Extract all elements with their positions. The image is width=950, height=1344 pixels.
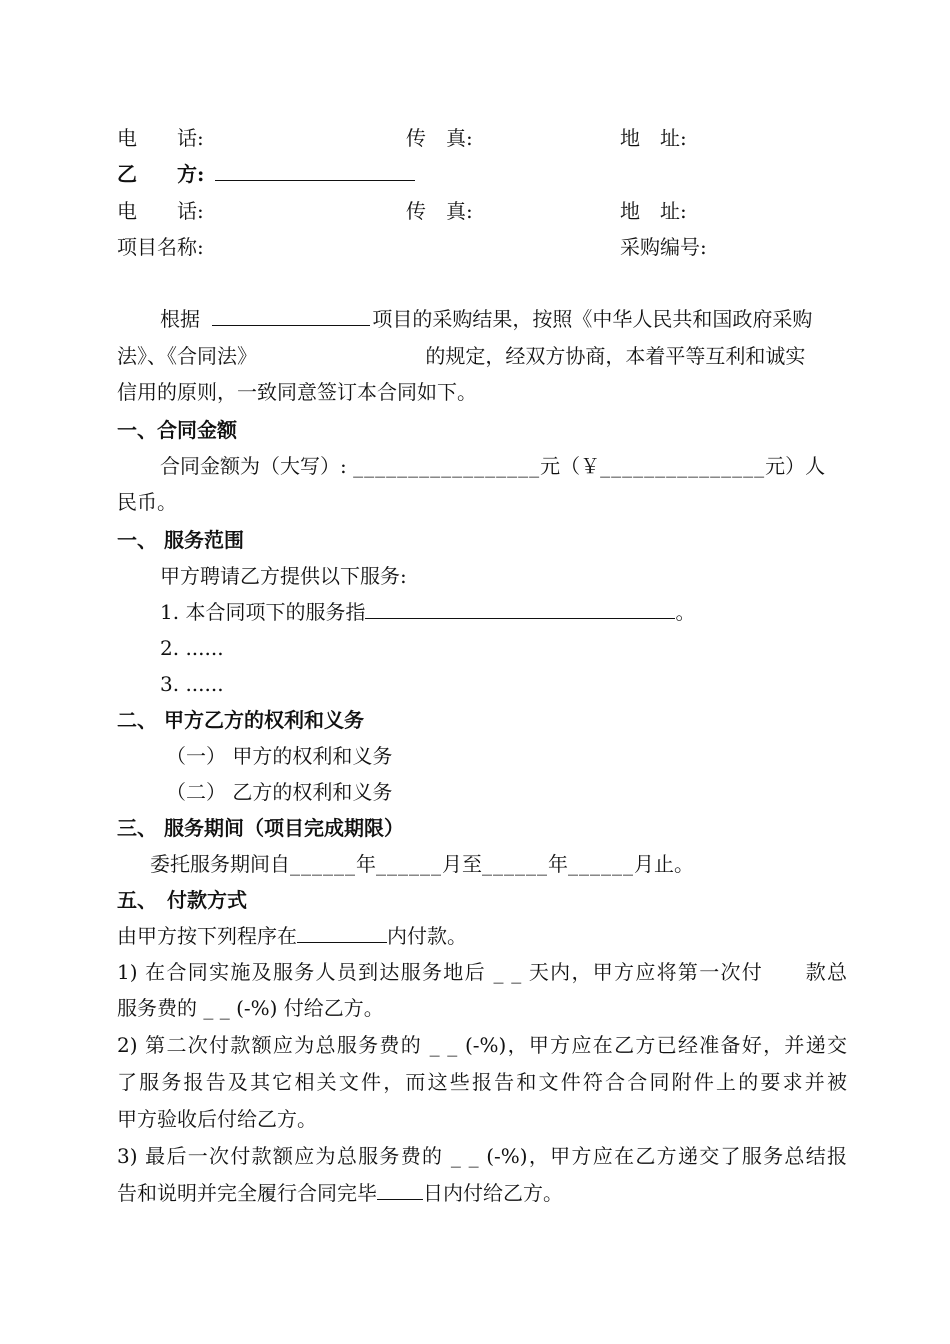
payment-p1-line2: 服务费的 _ _ (-%) 付给乙方。 [117, 996, 384, 1020]
party-a-address-label: 地 址: [620, 126, 687, 150]
intro-line1-prefix: 根据 [160, 307, 200, 331]
period-dash-2: ______ [376, 852, 442, 876]
scope-item1-blank [365, 598, 675, 619]
period-prefix: 委托服务期间自 [150, 852, 290, 876]
payment-p3-line2-suffix: 日内付给乙方。 [423, 1181, 563, 1205]
party-b-blank [215, 160, 415, 181]
party-a-fax-label: 传 真: [406, 126, 473, 150]
amount-text-a: 合同金额为（大写）: [160, 454, 347, 478]
amount-line-1 [160, 452, 825, 480]
payment-p2-line1: 2) 第二次付款额应为总服务费的 _ _ (-%)，甲方应在乙方已经准备好，并递交 [117, 1033, 847, 1057]
period-year-2: 年 [548, 852, 568, 876]
period-dash-4: ______ [568, 852, 634, 876]
section-scope-heading: 一、 服务范围 [117, 528, 244, 552]
section-amount-heading: 一、合同金额 [117, 418, 237, 442]
party-b-phone-label: 电 话: [117, 199, 204, 223]
rights-sub-1: （一） 甲方的权利和义务 [166, 744, 393, 768]
period-month-2: 月止。 [634, 852, 694, 876]
period-dash-3: ______ [482, 852, 548, 876]
rights-sub-2: （二） 乙方的权利和义务 [166, 780, 393, 804]
payment-intro-prefix: 由甲方按下列程序在 [117, 924, 297, 948]
payment-p3-line2 [117, 1179, 563, 1207]
period-dash-1: ______ [290, 852, 356, 876]
scope-item-3: 3. ...... [160, 672, 224, 696]
payment-p2-line3: 甲方验收后付给乙方。 [117, 1107, 317, 1131]
payment-days-blank [377, 1179, 423, 1200]
payment-p1-line1: 1) 在合同实施及服务人员到达服务地后 _ _ 天内，甲方应将第一次付 款总 [117, 960, 847, 984]
period-line [150, 850, 694, 878]
payment-p2-line2: 了服务报告及其它相关文件，而这些报告和文件符合合同附件上的要求并被 [117, 1070, 847, 1094]
section-rights-heading: 二、 甲方乙方的权利和义务 [117, 708, 364, 732]
section-payment-heading: 五、 付款方式 [117, 888, 247, 912]
scope-item1-suffix: 。 [675, 600, 696, 624]
amount-text-b: 元（￥ [540, 454, 601, 478]
party-b-label [117, 160, 415, 188]
party-b-address-label: 地 址: [620, 199, 687, 223]
project-name-label: 项目名称: [117, 235, 204, 259]
payment-intro-suffix: 内付款。 [387, 924, 467, 948]
payment-p3-line2-prefix: 告和说明并完全履行合同完毕 [117, 1181, 377, 1205]
scope-intro: 甲方聘请乙方提供以下服务: [160, 564, 407, 588]
project-number-label: 采购编号: [620, 235, 707, 259]
section-period-heading: 三、 服务期间（项目完成期限） [117, 816, 404, 840]
amount-dash-a: _________________ [353, 454, 541, 478]
amount-dash-b: _______________ [600, 454, 766, 478]
period-month-1: 月至 [442, 852, 482, 876]
party-b-label-text: 乙 方: [117, 162, 205, 186]
party-b-fax-label: 传 真: [406, 199, 473, 223]
payment-intro [117, 922, 467, 950]
intro-line-2 [117, 342, 805, 370]
party-a-phone-label: 电 话: [117, 126, 204, 150]
intro-line2-suffix: 的规定，经双方协商，本着平等互利和诚实 [425, 344, 806, 368]
amount-text-c: 元）人 [765, 454, 826, 478]
intro-line-1 [160, 305, 848, 333]
intro-line-3: 信用的原则，一致同意签订本合同如下。 [117, 380, 477, 404]
scope-item-2: 2. ...... [160, 636, 224, 660]
payment-intro-blank [297, 922, 387, 943]
period-year-1: 年 [356, 852, 376, 876]
intro-line1-suffix: 项目的采购结果，按照《中华人民共和国政府采购 [372, 307, 813, 331]
amount-line-2: 民币。 [117, 490, 177, 514]
intro-line2-prefix: 法》、《合同法》 [117, 344, 257, 368]
payment-p3-line1: 3) 最后一次付款额应为总服务费的 _ _ (-%)，甲方应在乙方递交了服务总结报 [117, 1144, 847, 1168]
intro-project-blank [212, 305, 370, 326]
scope-item1-prefix: 1. 本合同项下的服务指 [160, 600, 366, 624]
scope-item-1 [160, 598, 695, 626]
